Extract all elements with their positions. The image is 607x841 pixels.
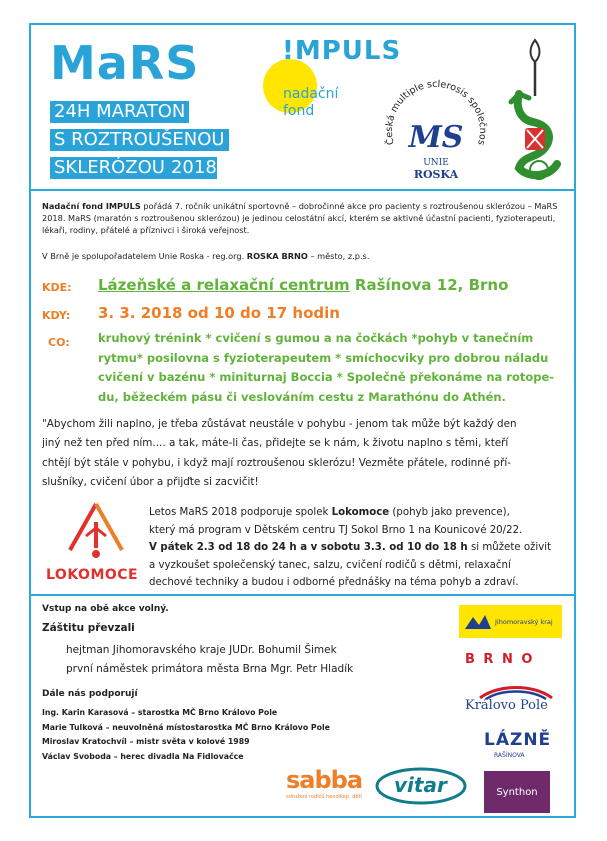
co-line-2: rytmu* posilovna s fyzioterapeutem * smíchocviky pro dobrou náladu [98, 350, 549, 365]
sponsor-lazne: LÁZNĚ [484, 730, 552, 750]
kdy-value: 3. 3. 2018 od 10 do 17 hodin [98, 304, 340, 322]
intro-p2-c: – město, z.p.s. [307, 251, 370, 261]
intro-text: pořádá 7. ročník unikátní sportovně – dobročinné akce pro pacienty s roztroušenou sklerózou – MaRS 2018. MaRS (maratón s roztroušenou sklerózou) je jedinou celostátní akcí, kterém se aktivně účastní pacienti, fyzioterapeuti, lékaři, rodiny, přátelé a příznivci i široká veřejnost. [42, 201, 558, 235]
co-line-1: kruhový trénink * cvičení s gumou a na čočkách *pohyb v tanečním [98, 331, 534, 345]
supporters-list [42, 706, 330, 764]
lokomoce-paragraph [149, 504, 551, 592]
lokomoce-name: Lokomoce [331, 507, 390, 518]
impuls-sub-2: fond [283, 103, 315, 119]
supporter-3: Miroslav Kratochvíl – mistr světa v kolové 1989 [42, 737, 250, 746]
lokomoce-line-4: a vyzkoušet společenský tanec, salzu, cvičení rodičů s dětmi, relaxační [149, 559, 511, 571]
mars-logo-word: MaRS [50, 36, 200, 90]
ms-arc-text: Česká multiple sclerosis společnos [383, 78, 489, 147]
ms-letters: MS [408, 120, 464, 155]
lokomoce-logo-text: LOKOMOCE [46, 567, 139, 583]
co-label: CO: [48, 336, 70, 349]
quote-line-4: slušníky, cvičení úbor a přijďte si zacvičit! [42, 475, 259, 488]
support-title: Dále nás podporují [42, 689, 138, 699]
ms-unie: UNIE [423, 158, 449, 168]
sponsor-kralovo-pole: Královo Pole [465, 698, 548, 713]
kde-link[interactable]: Lázeňské a relaxační centrum [98, 276, 350, 294]
mars-line-2: S ROZTROUŠENOU [50, 129, 229, 151]
jmk-text: Jihomoravský kraj [495, 617, 553, 626]
co-line-3: cvičení v bazénu * miniturnaj Boccia * Společně překonáme na rotope- [98, 370, 555, 384]
impuls-logo-word: !MPULS [282, 36, 402, 66]
sponsor-brno: B R N O [465, 652, 535, 667]
intro-paragraph-2 [42, 250, 562, 262]
sponsor-synthon [484, 771, 550, 813]
sabba-sub: sdružení rodičů hendikep. dětí [286, 794, 362, 800]
ms-roska: ROSKA [413, 168, 459, 181]
ms-unie-roska-logo [380, 74, 492, 186]
lokomoce-logo-icon [64, 500, 128, 564]
quote-line-2: jiný než ten před ním.... a tak, máte-li čas, přidejte se k nám, k životu naplno s těmi, kteří [42, 437, 509, 450]
lokomoce-line-5: dechové techniky a budou i odborné přednášky na téma pohyb a zdraví. [149, 577, 519, 589]
impuls-sub-1: nadační [283, 86, 339, 102]
jmk-icon [463, 611, 493, 633]
supporter-1: Ing. Karin Karasová – starostka MČ Brno Královo Pole [42, 708, 278, 717]
sponsor-vitar: vitar [394, 773, 447, 797]
mars-year: 2018 [170, 157, 217, 178]
patronage-title: Záštitu převzali [42, 622, 135, 634]
sponsor-jmk [459, 605, 562, 638]
supporter-4: Václav Svoboda – herec divadla Na Fidlovačce [42, 751, 244, 761]
lokomoce-line-3-rest: si můžete oživit [467, 542, 552, 554]
mars-line-1: 24H MARATON [50, 101, 189, 123]
kdy-label: KDY: [42, 309, 71, 322]
intro-paragraph [42, 200, 562, 236]
lokomoce-line-2: který má program v Dětském centru TJ Sokol Brno 1 na Kounicové 20/22. [149, 524, 523, 536]
kde-address: Rašínova 12, Brno [349, 276, 509, 294]
co-line-4: du, běžeckém pásu či veslováním cestu z Marathónu do Athén. [98, 389, 506, 404]
roska-brno-dragon-emblem [505, 36, 569, 186]
intro-p2-a: V Brně je spolupořadatelem Unie Roska - reg.org. [42, 251, 247, 261]
quote-line-1: "Abychom žili naplno, je třeba zůstávat neustále v pohybu - jenom tak může být každý den [42, 418, 517, 430]
sponsor-sabba: sabba [286, 766, 363, 794]
patron-1: hejtman Jihomoravského kraje JUDr. Bohumil Šimek [66, 644, 337, 656]
entry-note: Vstup na obě akce volný. [42, 604, 169, 614]
intro-p2-b: ROSKA BRNO [246, 251, 308, 261]
impuls-logo-sub [283, 86, 338, 120]
kde-value [98, 276, 508, 294]
mars-line-3 [50, 157, 217, 179]
kde-label: KDE: [42, 281, 72, 294]
lokomoce-line-1a: Letos MaRS 2018 podporuje spolek [149, 507, 332, 518]
synthon-text: Synthon [496, 786, 538, 798]
lazne-sub: RAŠÍNOVA [494, 752, 525, 759]
intro-org: Nadační fond IMPULS [42, 201, 141, 211]
quote-block [42, 415, 517, 492]
co-list [98, 329, 554, 407]
lokomoce-line-1 [149, 504, 551, 522]
mars-line-3-text: SKLERÓZOU [54, 157, 165, 178]
quote-line-3: chtějí být stále v pohybu, i když mají roztroušenou sklerózu! Vezměte přátele, rodinné pří- [42, 456, 512, 469]
lokomoce-line-1c: (pohyb jako prevence), [389, 507, 510, 518]
supporter-2: Marie Tulková – neuvolněná místostarostka MČ Brno Královo Pole [42, 722, 330, 732]
lokomoce-line-3 [149, 539, 551, 557]
patron-2: první náměstek primátora města Brna Mgr. Petr Hladík [66, 663, 354, 675]
lokomoce-time: V pátek 2.3 od 18 do 24 h a v sobotu 3.3. od 10 do 18 h [149, 542, 468, 554]
